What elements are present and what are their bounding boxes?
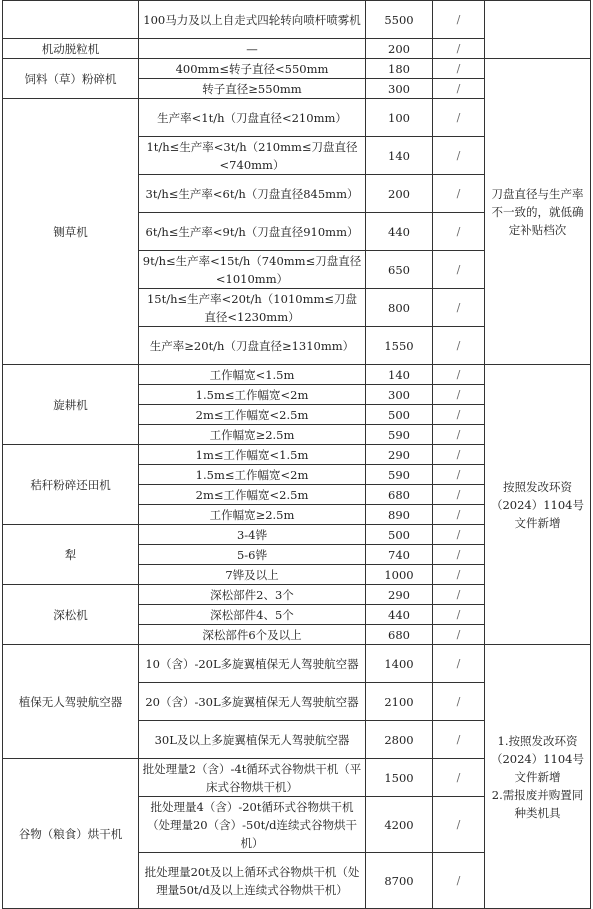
machine-cell: 饲料（草）粉碎机 — [3, 59, 139, 99]
spec-cell: 批处理量2（含）-4t循环式谷物烘干机（平床式谷物烘干机） — [139, 759, 366, 797]
note-cell-b: 按照发改环资（2024）1104号文件新增 — [485, 365, 591, 645]
machine-cell: 秸秆粉碎还田机 — [3, 445, 139, 525]
amount-cell: 500 — [366, 405, 433, 425]
amount-cell: 1500 — [366, 759, 433, 797]
cap-cell: / — [433, 137, 485, 175]
table-row — [3, 365, 591, 385]
cap-cell: / — [433, 525, 485, 545]
cap-cell: / — [433, 1, 485, 39]
spec-cell: 生产率<1t/h（刀盘直径<210mm） — [139, 99, 366, 137]
cap-cell: / — [433, 251, 485, 289]
amount-cell: 1400 — [366, 645, 433, 683]
subsidy-table — [2, 0, 591, 909]
note-cell-a: 刀盘直径与生产率不一致的，就低确定补贴档次 — [485, 59, 591, 365]
spec-cell: 3-4铧 — [139, 525, 366, 545]
note-cell-c — [485, 645, 591, 909]
machine-cell: 铡草机 — [3, 99, 139, 365]
spec-cell: — — [139, 39, 366, 59]
amount-cell: 500 — [366, 525, 433, 545]
cap-cell: / — [433, 445, 485, 465]
amount-cell: 890 — [366, 505, 433, 525]
spec-cell: 20（含）-30L多旋翼植保无人驾驶航空器 — [139, 683, 366, 721]
spec-cell: 工作幅宽<1.5m — [139, 365, 366, 385]
spec-cell: 批处理量4（含）-20t循环式谷物烘干机（处理量20（含）-50t/d连续式谷物烘干机） — [139, 797, 366, 853]
amount-cell: 740 — [366, 545, 433, 565]
cap-cell: / — [433, 683, 485, 721]
cap-cell: / — [433, 425, 485, 445]
cap-cell: / — [433, 327, 485, 365]
table-row — [3, 59, 591, 79]
amount-cell: 590 — [366, 465, 433, 485]
spec-cell: 100马力及以上自走式四轮转向喷杆喷雾机 — [139, 1, 366, 39]
cap-cell: / — [433, 585, 485, 605]
note-c-line1: 1.按照发改环资（2024）1104号文件新增 — [490, 733, 585, 784]
spec-cell: 400mm≤转子直径<550mm — [139, 59, 366, 79]
amount-cell: 200 — [366, 175, 433, 213]
cap-cell: / — [433, 565, 485, 585]
table-row — [3, 645, 591, 683]
amount-cell: 440 — [366, 605, 433, 625]
cap-cell: / — [433, 759, 485, 797]
machine-cell: 植保无人驾驶航空器 — [3, 645, 139, 759]
cap-cell: / — [433, 545, 485, 565]
amount-cell: 680 — [366, 625, 433, 645]
machine-cell: 深松机 — [3, 585, 139, 645]
amount-cell: 590 — [366, 425, 433, 445]
cap-cell: / — [433, 505, 485, 525]
cap-cell: / — [433, 79, 485, 99]
spec-cell: 深松部件4、5个 — [139, 605, 366, 625]
cap-cell: / — [433, 175, 485, 213]
cap-cell: / — [433, 721, 485, 759]
cap-cell: / — [433, 797, 485, 853]
cap-cell: / — [433, 645, 485, 683]
machine-cell: 犁 — [3, 525, 139, 585]
amount-cell: 2800 — [366, 721, 433, 759]
cap-cell: / — [433, 289, 485, 327]
cap-cell: / — [433, 605, 485, 625]
spec-cell: 1m≤工作幅宽<1.5m — [139, 445, 366, 465]
cap-cell: / — [433, 385, 485, 405]
cap-cell: / — [433, 39, 485, 59]
cap-cell: / — [433, 625, 485, 645]
spec-cell: 生产率≥20t/h（刀盘直径≥1310mm） — [139, 327, 366, 365]
machine-cell — [3, 1, 139, 39]
spec-cell: 转子直径≥550mm — [139, 79, 366, 99]
amount-cell: 8700 — [366, 853, 433, 909]
amount-cell: 680 — [366, 485, 433, 505]
amount-cell: 800 — [366, 289, 433, 327]
amount-cell: 2100 — [366, 683, 433, 721]
cap-cell: / — [433, 59, 485, 79]
spec-cell: 7铧及以上 — [139, 565, 366, 585]
cap-cell: / — [433, 213, 485, 251]
spec-cell: 1t/h≤生产率<3t/h（210mm≤刀盘直径<740mm） — [139, 137, 366, 175]
spec-cell: 10（含）-20L多旋翼植保无人驾驶航空器 — [139, 645, 366, 683]
note-c-line2: 2.需报废并购置同种类机具 — [491, 787, 584, 820]
spec-cell: 工作幅宽≥2.5m — [139, 425, 366, 445]
cap-cell: / — [433, 405, 485, 425]
amount-cell: 1550 — [366, 327, 433, 365]
spec-cell: 6t/h≤生产率<9t/h（刀盘直径910mm） — [139, 213, 366, 251]
amount-cell: 650 — [366, 251, 433, 289]
amount-cell: 180 — [366, 59, 433, 79]
spec-cell: 1.5m≤工作幅宽<2m — [139, 385, 366, 405]
spec-cell: 工作幅宽≥2.5m — [139, 505, 366, 525]
table-row — [3, 1, 591, 39]
spec-cell: 5-6铧 — [139, 545, 366, 565]
amount-cell: 300 — [366, 385, 433, 405]
machine-cell: 机动脱粒机 — [3, 39, 139, 59]
spec-cell: 深松部件2、3个 — [139, 585, 366, 605]
spec-cell: 15t/h≤生产率<20t/h（1010mm≤刀盘直径<1230mm） — [139, 289, 366, 327]
amount-cell: 200 — [366, 39, 433, 59]
note-cell-empty — [485, 1, 591, 59]
spec-cell: 1.5m≤工作幅宽<2m — [139, 465, 366, 485]
machine-cell: 谷物（粮食）烘干机 — [3, 759, 139, 909]
amount-cell: 140 — [366, 365, 433, 385]
amount-cell: 100 — [366, 99, 433, 137]
cap-cell: / — [433, 465, 485, 485]
amount-cell: 290 — [366, 585, 433, 605]
amount-cell: 1000 — [366, 565, 433, 585]
spec-cell: 9t/h≤生产率<15t/h（740mm≤刀盘直径<1010mm） — [139, 251, 366, 289]
amount-cell: 4200 — [366, 797, 433, 853]
spec-cell: 深松部件6个及以上 — [139, 625, 366, 645]
spec-cell: 2m≤工作幅宽<2.5m — [139, 405, 366, 425]
cap-cell: / — [433, 99, 485, 137]
spec-cell: 30L及以上多旋翼植保无人驾驶航空器 — [139, 721, 366, 759]
cap-cell: / — [433, 853, 485, 909]
amount-cell: 5500 — [366, 1, 433, 39]
machine-cell: 旋耕机 — [3, 365, 139, 445]
cap-cell: / — [433, 485, 485, 505]
amount-cell: 300 — [366, 79, 433, 99]
spec-cell: 批处理量20t及以上循环式谷物烘干机（处理量50t/d及以上连续式谷物烘干机） — [139, 853, 366, 909]
spec-cell: 2m≤工作幅宽<2.5m — [139, 485, 366, 505]
amount-cell: 140 — [366, 137, 433, 175]
cap-cell: / — [433, 365, 485, 385]
spec-cell: 3t/h≤生产率<6t/h（刀盘直径845mm） — [139, 175, 366, 213]
amount-cell: 440 — [366, 213, 433, 251]
amount-cell: 290 — [366, 445, 433, 465]
